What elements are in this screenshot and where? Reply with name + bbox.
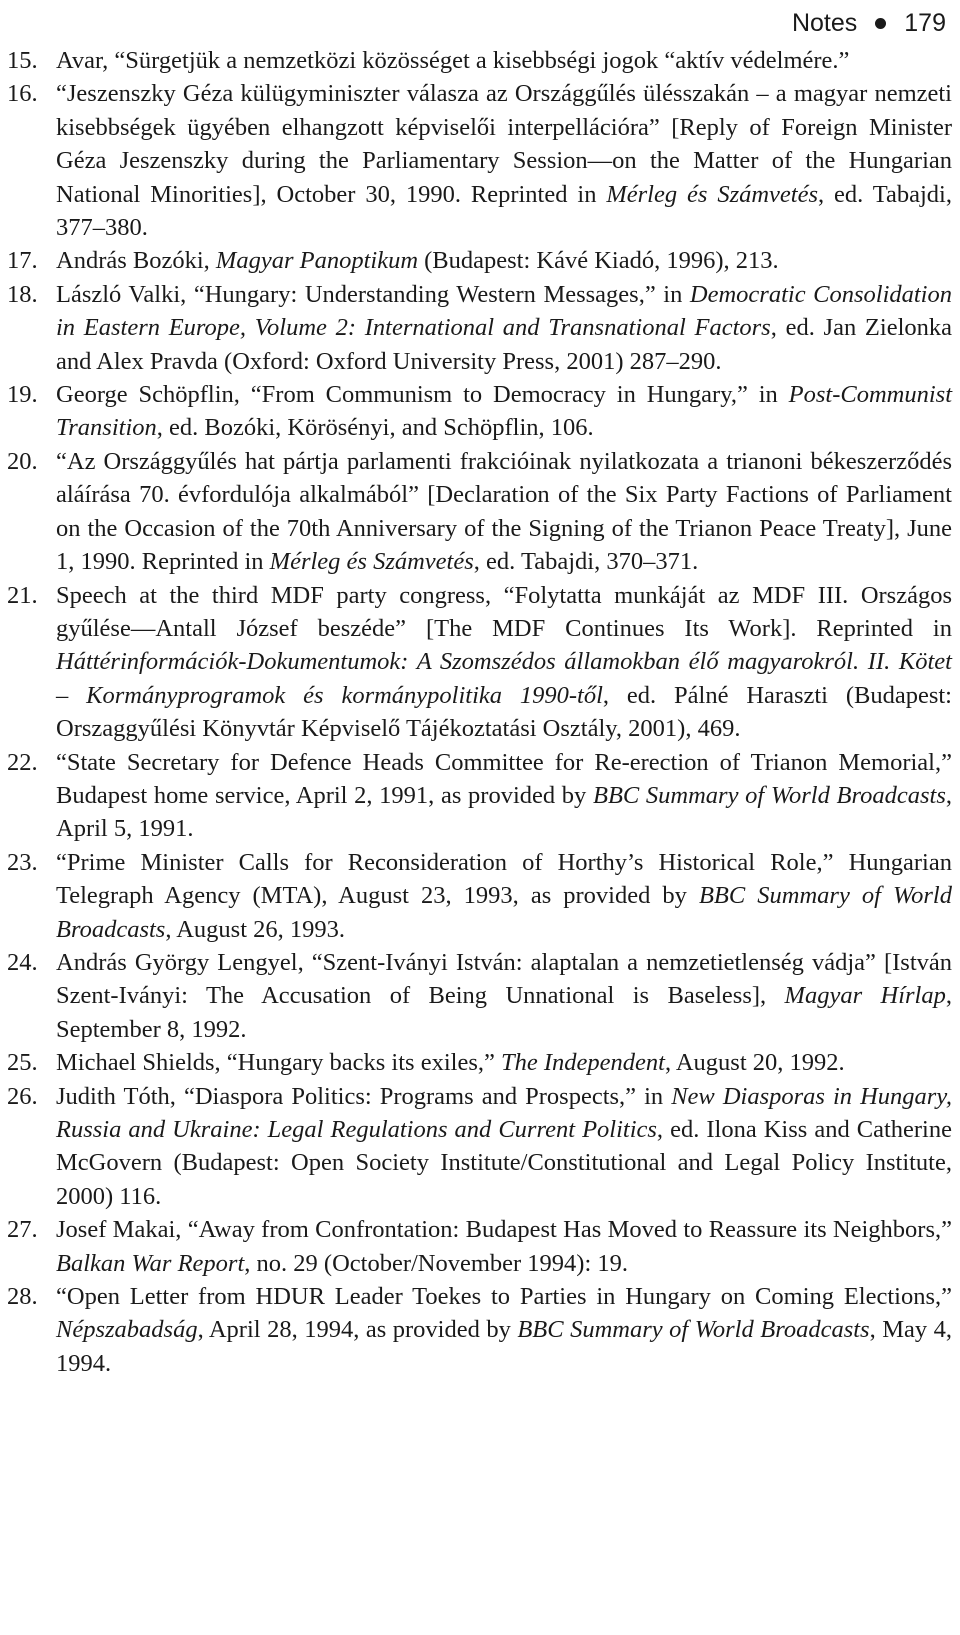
endnote [7,278,952,378]
endnote-text-segment: András Bozóki, [56,247,216,275]
endnote-text [56,1046,952,1079]
endnote-title-italic: Mérleg és Számvetés [606,180,819,208]
endnote-text-segment: “Az Országgyűlés hat pártja parlamenti frakcióinak nyilatkozata a trianoni békeszerződés aláírása 70. évfordulója alkalmából” [Declaration of the Six Party Factions of Parliament on the Occasion of the 70th Anniversary of the Signing of the Trianon Peace Treaty], June 1, 1990. Reprinted in [56,447,952,576]
endnote-title-italic: Népszabadság [56,1316,198,1344]
endnote-text [56,378,952,445]
endnote-text-segment: “Prime Minister Calls for Reconsideration of Horthy’s Historical Role,” Hungarian Telegraph Agency (MTA), August 23, 1993, as provided by [56,848,952,910]
endnote [7,1280,952,1380]
endnote-text-segment: , ed. Bozóki, Körösényi, and Schöpflin, 106. [156,414,594,442]
endnote-text-segment: András György Lengyel, “Szent-Iványi István: alaptalan a nemzetietlenség vádja” [István Szent-Iványi: The Accusation of Being Unnational is Baseless], [56,948,952,1010]
endnote-title-italic: Balkan War Report [56,1249,245,1277]
section-title: Notes [791,8,858,37]
endnote-number: 20. [7,447,38,475]
bullet-separator [875,18,886,29]
endnote-title-italic: The Independent [500,1049,665,1077]
endnote-title-italic: Magyar Panoptikum [215,247,419,275]
endnote [7,579,952,746]
endnote-title-italic: BBC Summary of World Broadcasts [592,781,946,809]
endnote-text [56,244,952,277]
endnote-text [56,1080,952,1214]
endnote-text-segment: , September 8, 1992. [56,982,952,1043]
endnote-text-segment: , April 5, 1991. [56,781,952,843]
endnote-text-segment: , ed. Tabajdi, 377–380. [56,180,952,242]
endnote-number: 18. [7,280,38,308]
endnote-text-segment: , ed. Tabajdi, 370–371. [473,548,699,576]
endnote-title-italic: Democratic Consolidation in Eastern Europe, Volume 2: International and Transnational Factors [56,280,952,342]
endnote-number: 16. [7,80,38,108]
page-number: 179 [904,8,946,37]
endnote-text [56,278,952,378]
endnote-text-segment: “State Secretary for Defence Heads Committee for Re-erection of Trianon Memorial,” Budapest home service, April 2, 1991, as provided by [56,748,952,809]
endnote-number: 23. [7,848,38,876]
endnote-text-segment: George Schöpflin, “From Communism to Democracy in Hungary,” in [56,381,789,409]
endnote-text [56,1213,952,1280]
notes-list [7,44,952,1380]
endnote-number: 17. [7,247,38,275]
endnote-text-segment: , August 26, 1993. [165,915,346,943]
endnote [7,746,952,846]
endnote-text-segment: “Open Letter from HDUR Leader Toekes to Parties in Hungary on Coming Elections,” [56,1283,952,1311]
endnote [7,846,952,946]
endnote-text [56,77,952,244]
endnote [7,378,952,445]
endnote-text [56,445,952,579]
endnote [7,77,952,244]
endnote-number: 27. [7,1216,38,1244]
endnote-text-segment: , ed. Pálné Haraszti (Budapest: Orszaggyűlési Könyvtár Képviselő Tájékoztatási Osztály, 2001), 469. [56,681,952,743]
endnote [7,1213,952,1280]
endnote [7,244,952,277]
endnote-number: 24. [7,948,38,976]
endnote-text-segment: (Budapest: Kávé Kiadó, 1996), 213. [418,247,779,275]
endnote-text-segment: “Jeszenszky Géza külügyminiszter válasza az Országgűlés ülésszakán – a magyar nemzeti kisebbségek ügyében elhangzott képviselői interpellációra” [Reply of Foreign Minister Géza Jeszenszky during the Parliamentary Session—on the Matter of the Hungarian National Minorities], October 30, 1990. Reprinted in [56,80,952,208]
endnote [7,44,952,77]
endnote-text-segment: , no. 29 (October/November 1994): 19. [244,1249,629,1277]
endnote-text [56,44,952,77]
endnote-text [56,579,952,746]
endnote-title-italic: BBC Summary of World Broadcasts [517,1316,870,1344]
endnote-number: 26. [7,1082,38,1110]
endnote [7,445,952,579]
endnote [7,946,952,1046]
endnote-title-italic: Post-Communist Transition [56,381,952,442]
endnote-text-segment: , April 28, 1994, as provided by [197,1316,518,1344]
endnote [7,1080,952,1214]
endnote-text-segment: , ed. Ilona Kiss and Catherine McGovern (Budapest: Open Society Institute/Constitutional and Legal Policy Institute, 2000) 116. [56,1116,952,1210]
endnote-text-segment: , May 4, 1994. [56,1316,952,1377]
endnote-number: 19. [7,381,38,409]
endnote-text-segment: , ed. Jan Zielonka and Alex Pravda (Oxford: Oxford University Press, 2001) 287–290. [56,314,952,375]
endnote-title-italic: New Diasporas in Hungary, Russia and Ukraine: Legal Regulations and Current Politics [56,1082,952,1143]
endnote [7,1046,952,1079]
endnote-number: 22. [7,748,38,776]
endnote-number: 15. [7,47,38,74]
endnote-number: 21. [7,581,38,609]
endnote-title-italic: Mérleg és Számvetés [269,548,474,576]
endnote-text [56,746,952,846]
endnote-text-segment: Michael Shields, “Hungary backs its exiles,” [56,1049,501,1077]
endnote-text-segment: Josef Makai, “Away from Confrontation: Budapest Has Moved to Reassure its Neighbors,” [56,1216,952,1244]
endnote-title-italic: BBC Summary of World Broadcasts [56,882,952,943]
endnote-title-italic: Magyar Hírlap [784,982,946,1010]
running-head [792,0,946,46]
endnote-text [56,946,952,1046]
endnote-title-italic: Háttérinformációk-Dokumentumok: A Szomszédos államokban élő magyarokról. II. Kötet – Kormányprogramok és kormánypolitika 1990-től [56,648,952,709]
endnote-text-segment: Judith Tóth, “Diaspora Politics: Programs and Prospects,” in [56,1082,672,1110]
endnote-text-segment: Avar, “Sürgetjük a nemzetközi közösséget a kisebbségi jogok “aktív védelmére.” [56,47,850,74]
endnote-text-segment: Speech at the third MDF party congress, “Folytatta munkáját az MDF III. Országos gyűlése—Antall József beszéde” [The MDF Continues Its Work]. Reprinted in [56,581,952,642]
endnote-text [56,1280,952,1380]
endnote-number: 25. [7,1049,38,1077]
endnote-text-segment: , August 20, 1992. [664,1049,845,1077]
endnote-text-segment: László Valki, “Hungary: Understanding Western Messages,” in [56,280,690,308]
endnote-text [56,846,952,946]
endnote-number: 28. [7,1283,38,1311]
